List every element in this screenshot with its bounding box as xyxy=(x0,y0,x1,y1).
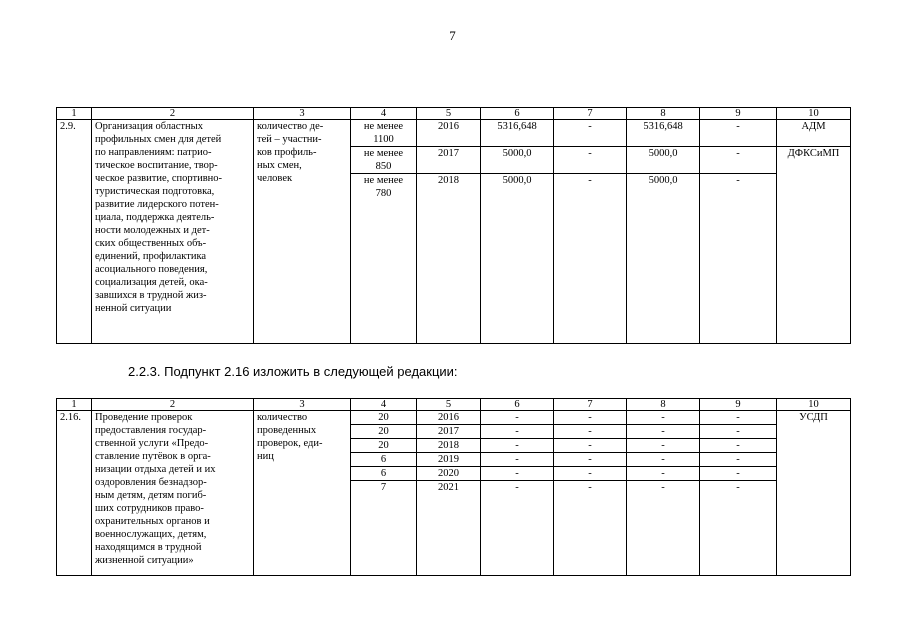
cell-col9: - xyxy=(700,481,777,576)
description-line: низации отдыха детей и их xyxy=(95,464,216,475)
item-description xyxy=(92,120,254,344)
cell-col7: - xyxy=(554,439,627,453)
description-line: ности молодежных и дет- xyxy=(95,225,210,236)
year-cell: 2018 xyxy=(417,439,481,453)
description-line: жизненной ситуации» xyxy=(95,555,194,566)
description-line: ным детям, детям погиб- xyxy=(95,490,207,501)
item-indicator xyxy=(254,120,351,344)
responsible-cell: АДМ xyxy=(777,120,851,147)
header-cell: 5 xyxy=(417,399,481,411)
year-cell: 2016 xyxy=(417,120,481,147)
table-header-row xyxy=(57,108,851,120)
cell-col7: - xyxy=(554,120,627,147)
responsible-cell: ДФКСиМП xyxy=(777,147,851,344)
cell-col7: - xyxy=(554,467,627,481)
indicator-line: ных смен, xyxy=(257,160,302,171)
target-value: 6 xyxy=(351,453,417,467)
indicator-line: ниц xyxy=(257,451,274,462)
cell-col8: - xyxy=(627,439,700,453)
description-line: завшихся в трудной жиз- xyxy=(95,290,207,301)
cell-col7: - xyxy=(554,425,627,439)
header-cell: 5 xyxy=(417,108,481,120)
cell-col9: - xyxy=(700,453,777,467)
header-cell: 10 xyxy=(777,399,851,411)
cell-col7: - xyxy=(554,411,627,425)
cell-col9: - xyxy=(700,411,777,425)
indicator-line: человек xyxy=(257,173,293,184)
description-line: Проведение проверок xyxy=(95,412,193,423)
target-line: не менее xyxy=(363,121,404,132)
cell-col7: - xyxy=(554,174,627,344)
description-line: единений, профилактика xyxy=(95,251,207,262)
target-line: 1100 xyxy=(373,134,394,145)
description-line: Организация областных xyxy=(95,121,203,132)
item-description xyxy=(92,411,254,576)
description-line: туристическая подготовка, xyxy=(95,186,215,197)
header-cell: 6 xyxy=(481,108,554,120)
header-cell: 6 xyxy=(481,399,554,411)
description-line: ших сотрудников право- xyxy=(95,503,204,514)
target-value: 20 xyxy=(351,439,417,453)
cell-col8: - xyxy=(627,411,700,425)
indicator-line: проведенных xyxy=(257,425,317,436)
header-cell: 3 xyxy=(254,108,351,120)
cell-col6: 5316,648 xyxy=(481,120,554,147)
description-line: оздоровления безнадзор- xyxy=(95,477,207,488)
header-cell: 4 xyxy=(351,108,417,120)
year-cell: 2021 xyxy=(417,481,481,576)
cell-col6: - xyxy=(481,481,554,576)
cell-col9: - xyxy=(700,439,777,453)
description-line: ческое развитие, спортивно- xyxy=(95,173,223,184)
header-cell: 9 xyxy=(700,108,777,120)
cell-col6: 5000,0 xyxy=(481,147,554,174)
table-row xyxy=(57,120,851,147)
table-item-2-16 xyxy=(56,398,851,576)
header-cell: 1 xyxy=(57,399,92,411)
target-value: 20 xyxy=(351,411,417,425)
item-number: 2.16. xyxy=(57,411,92,576)
amendment-paragraph: 2.2.3. Подпункт 2.16 изложить в следующей редакции: xyxy=(128,364,458,379)
year-cell: 2020 xyxy=(417,467,481,481)
target-value xyxy=(351,174,417,344)
cell-col6: - xyxy=(481,467,554,481)
cell-col6: - xyxy=(481,411,554,425)
target-value: 6 xyxy=(351,467,417,481)
indicator-line: проверок, еди- xyxy=(257,438,323,449)
description-line: находящимся в трудной xyxy=(95,542,202,553)
description-line: тическое воспитание, твор- xyxy=(95,160,218,171)
target-line: 780 xyxy=(375,188,392,199)
year-cell: 2019 xyxy=(417,453,481,467)
header-cell: 8 xyxy=(627,108,700,120)
cell-col8: - xyxy=(627,425,700,439)
description-line: ственной услуги «Предо- xyxy=(95,438,209,449)
cell-col6: - xyxy=(481,439,554,453)
description-line: социализация детей, ока- xyxy=(95,277,208,288)
cell-col8: 5000,0 xyxy=(627,174,700,344)
year-cell: 2016 xyxy=(417,411,481,425)
cell-col7: - xyxy=(554,453,627,467)
cell-col8: - xyxy=(627,467,700,481)
header-cell: 4 xyxy=(351,399,417,411)
target-line: не менее xyxy=(363,148,404,159)
header-cell: 7 xyxy=(554,399,627,411)
responsible-cell: УСДП xyxy=(777,411,851,576)
header-cell: 8 xyxy=(627,399,700,411)
cell-col6: - xyxy=(481,425,554,439)
header-cell: 10 xyxy=(777,108,851,120)
year-cell: 2017 xyxy=(417,425,481,439)
cell-col9: - xyxy=(700,120,777,147)
indicator-line: ков профиль- xyxy=(257,147,317,158)
target-value xyxy=(351,147,417,174)
indicator-line: количество xyxy=(257,412,308,423)
table-row xyxy=(57,411,851,425)
cell-col6: 5000,0 xyxy=(481,174,554,344)
description-line: циала, поддержка деятель- xyxy=(95,212,215,223)
header-cell: 9 xyxy=(700,399,777,411)
header-cell: 3 xyxy=(254,399,351,411)
year-cell: 2018 xyxy=(417,174,481,344)
cell-col8: 5000,0 xyxy=(627,147,700,174)
target-line: 850 xyxy=(375,161,392,172)
cell-col7: - xyxy=(554,147,627,174)
header-cell: 7 xyxy=(554,108,627,120)
year-cell: 2017 xyxy=(417,147,481,174)
description-line: асоциального поведения, xyxy=(95,264,208,275)
description-line: по направлениям: патрио- xyxy=(95,147,212,158)
description-line: охранительных органов и xyxy=(95,516,210,527)
header-cell: 2 xyxy=(92,108,254,120)
description-line: предоставления государ- xyxy=(95,425,207,436)
target-value: 7 xyxy=(351,481,417,576)
target-value xyxy=(351,120,417,147)
table-item-2-9 xyxy=(56,107,851,344)
indicator-line: количество де- xyxy=(257,121,324,132)
indicator-line: тей – участни- xyxy=(257,134,322,145)
page-number: 7 xyxy=(449,28,456,43)
description-line: ненной ситуации xyxy=(95,303,172,314)
description-line: ставление путёвок в орга- xyxy=(95,451,211,462)
header-cell: 1 xyxy=(57,108,92,120)
description-line: развитие лидерского потен- xyxy=(95,199,219,210)
target-value: 20 xyxy=(351,425,417,439)
header-cell: 2 xyxy=(92,399,254,411)
cell-col9: - xyxy=(700,147,777,174)
table-header-row xyxy=(57,399,851,411)
cell-col6: - xyxy=(481,453,554,467)
cell-col9: - xyxy=(700,467,777,481)
description-line: ских общественных объ- xyxy=(95,238,207,249)
item-indicator xyxy=(254,411,351,576)
cell-col9: - xyxy=(700,174,777,344)
description-line: военнослужащих, детям, xyxy=(95,529,207,540)
target-line: не менее xyxy=(363,175,404,186)
description-line: профильных смен для детей xyxy=(95,134,222,145)
cell-col8: - xyxy=(627,453,700,467)
cell-col8: - xyxy=(627,481,700,576)
cell-col8: 5316,648 xyxy=(627,120,700,147)
cell-col7: - xyxy=(554,481,627,576)
item-number: 2.9. xyxy=(57,120,92,344)
cell-col9: - xyxy=(700,425,777,439)
